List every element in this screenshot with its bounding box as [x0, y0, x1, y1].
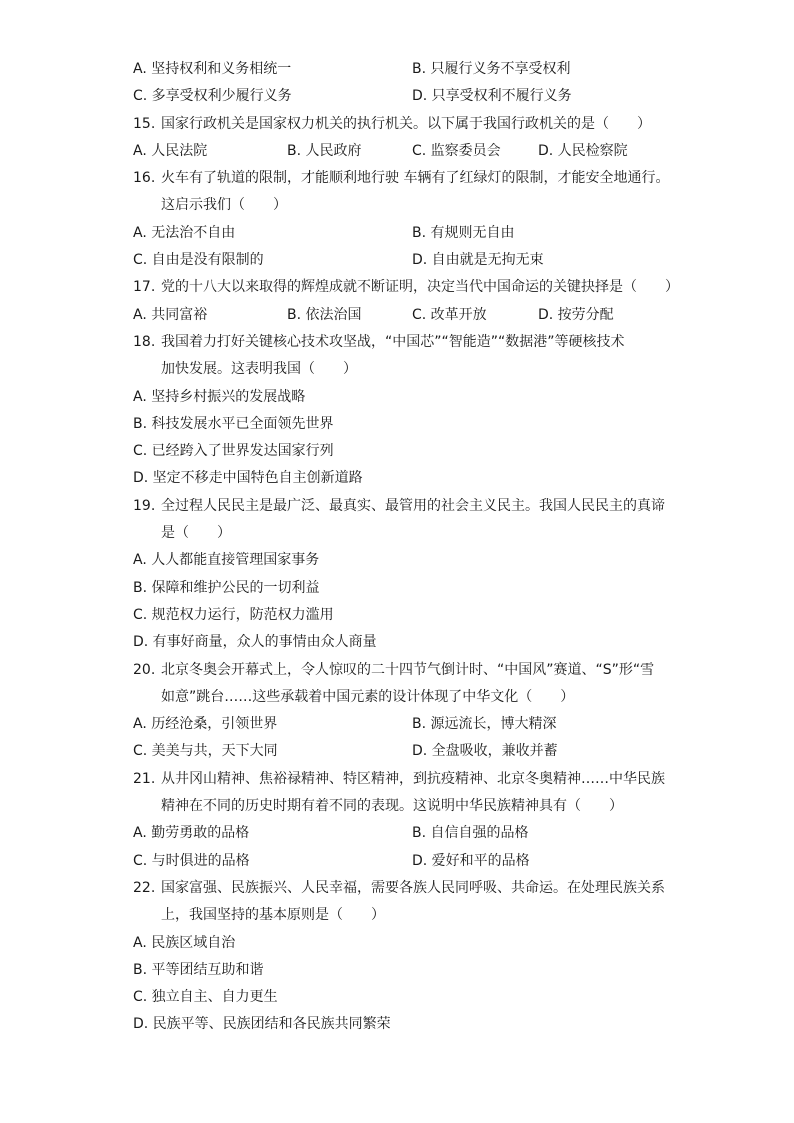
q18-stem	[0, 329, 794, 356]
q15-option-b[interactable]: B. 人民政府	[287, 142, 362, 159]
q17-text: 党的十八大以来取得的辉煌成就不断证明，决定当代中国命运的关键抉择是（ ）	[161, 279, 679, 296]
q22-number: 22.	[133, 879, 156, 896]
q15-option-a[interactable]: A. 人民法院	[133, 142, 208, 159]
q19-option-d[interactable]: D. 有事好商量，众人的事情由众人商量	[133, 634, 377, 651]
q16-text-line-1: 火车有了轨道的限制，才能顺利地行驶 车辆有了红绿灯的限制，才能安全地通行。	[161, 170, 670, 187]
q22-text-line-1: 国家富强、民族振兴、人民幸福，需要各族人民同呼吸、共命运。在处理民族关系	[161, 879, 665, 896]
q20-options-row-1	[0, 711, 794, 738]
q18-option-d[interactable]: D. 坚定不移走中国特色自主创新道路	[133, 470, 363, 487]
q14-option-a[interactable]: A. 坚持权利和义务相统一	[133, 61, 292, 77]
q17-options-row	[0, 302, 794, 329]
q21-option-d[interactable]: D. 爱好和平的品格	[412, 852, 530, 869]
q14-options-row-2	[0, 83, 794, 110]
q17-option-c[interactable]: C. 改革开放	[412, 306, 487, 323]
q15-options-row	[0, 138, 794, 165]
q19-text-line-1: 全过程人民民主是最广泛、最真实、最管用的社会主义民主。我国人民民主的真谛	[161, 497, 665, 514]
q21-text-line-2: 精神在不同的历史时期有着不同的表现。这说明中华民族精神具有（ ）	[161, 798, 623, 815]
q18-option-c[interactable]: C. 已经跨入了世界发达国家行列	[133, 443, 334, 460]
q14-option-d[interactable]: D. 只享受权利不履行义务	[412, 88, 572, 105]
q16-options-row-2	[0, 247, 794, 274]
q16-options-row-1	[0, 220, 794, 247]
q20-stem	[0, 657, 794, 684]
q14-option-b[interactable]: B. 只履行义务不享受权利	[412, 61, 571, 77]
q21-number: 21.	[133, 770, 156, 787]
q20-option-b[interactable]: B. 源远流长，博大精深	[412, 716, 557, 733]
q19-text-line-2: 是（ ）	[161, 525, 231, 542]
q20-option-d[interactable]: D. 全盘吸收，兼收并蓄	[412, 743, 558, 760]
q18-option-a[interactable]: A. 坚持乡村振兴的发展战略	[133, 388, 306, 405]
q17-stem	[0, 274, 794, 301]
q15-option-c[interactable]: C. 监察委员会	[412, 142, 501, 159]
q18-option-b[interactable]: B. 科技发展水平已全面领先世界	[133, 415, 334, 432]
q14-options-row-1	[0, 56, 794, 83]
q15-stem	[0, 111, 794, 138]
q19-number: 19.	[133, 497, 156, 514]
q15-option-d[interactable]: D. 人民检察院	[538, 142, 628, 159]
q19-stem	[0, 493, 794, 520]
q19-option-c[interactable]: C. 规范权力运行，防范权力滥用	[133, 606, 334, 623]
q16-option-a[interactable]: A. 无法治不自由	[133, 224, 236, 241]
q16-option-b[interactable]: B. 有规则无自由	[412, 224, 515, 241]
q22-option-b[interactable]: B. 平等团结互助和谐	[133, 961, 264, 978]
q20-text-line-2: 如意”跳台……这些承载着中国元素的设计体现了中华文化（ ）	[161, 688, 575, 705]
q15-number: 15.	[133, 115, 156, 132]
q22-text-line-2: 上，我国坚持的基本原则是（ ）	[161, 907, 385, 924]
q15-text: 国家行政机关是国家权力机关的执行机关。以下属于我国行政机关的是（ ）	[161, 115, 651, 132]
q17-option-a[interactable]: A. 共同富裕	[133, 306, 208, 323]
q22-option-d[interactable]: D. 民族平等、民族团结和各民族共同繁荣	[133, 1016, 391, 1033]
q20-option-a[interactable]: A. 历经沧桑，引领世界	[133, 716, 278, 733]
q21-option-b[interactable]: B. 自信自强的品格	[412, 825, 529, 842]
q18-text-line-2: 加快发展。这表明我国（ ）	[161, 361, 357, 378]
q16-text-line-2: 这启示我们（ ）	[161, 197, 287, 214]
q18-number: 18.	[133, 333, 156, 350]
q21-options-row-2	[0, 848, 794, 875]
q16-stem	[0, 165, 794, 192]
q16-number: 16.	[133, 170, 156, 187]
q20-number: 20.	[133, 661, 156, 678]
q20-options-row-2	[0, 738, 794, 765]
q17-number: 17.	[133, 279, 156, 296]
q18-text-line-1: 我国着力打好关键核心技术攻坚战，“中国芯”“智能造”“数据港”等硬核技术	[161, 333, 625, 350]
q21-stem	[0, 766, 794, 793]
q20-text-line-1: 北京冬奥会开幕式上，令人惊叹的二十四节气倒计时、“中国风”赛道、“S”形“雪	[161, 661, 655, 678]
q19-option-a[interactable]: A. 人人都能直接管理国家事务	[133, 552, 320, 569]
q21-text-line-1: 从井冈山精神、焦裕禄精神、特区精神，到抗疫精神、北京冬奥精神……中华民族	[161, 770, 665, 787]
q20-option-c[interactable]: C. 美美与共，天下大同	[133, 743, 278, 760]
q21-options-row-1	[0, 820, 794, 847]
q21-option-a[interactable]: A. 勤劳勇敢的品格	[133, 825, 250, 842]
q14-option-c[interactable]: C. 多享受权利少履行义务	[133, 88, 292, 105]
exam-page	[0, 56, 794, 1039]
q17-option-d[interactable]: D. 按劳分配	[538, 306, 614, 323]
q16-option-c[interactable]: C. 自由是没有限制的	[133, 252, 264, 269]
q22-option-c[interactable]: C. 独立自主、自力更生	[133, 989, 278, 1006]
q21-option-c[interactable]: C. 与时俱进的品格	[133, 852, 250, 869]
q22-option-a[interactable]: A. 民族区域自治	[133, 934, 236, 951]
q16-option-d[interactable]: D. 自由就是无拘无束	[412, 252, 544, 269]
q19-option-b[interactable]: B. 保障和维护公民的一切利益	[133, 579, 320, 596]
q17-option-b[interactable]: B. 依法治国	[287, 306, 362, 323]
q22-stem	[0, 875, 794, 902]
